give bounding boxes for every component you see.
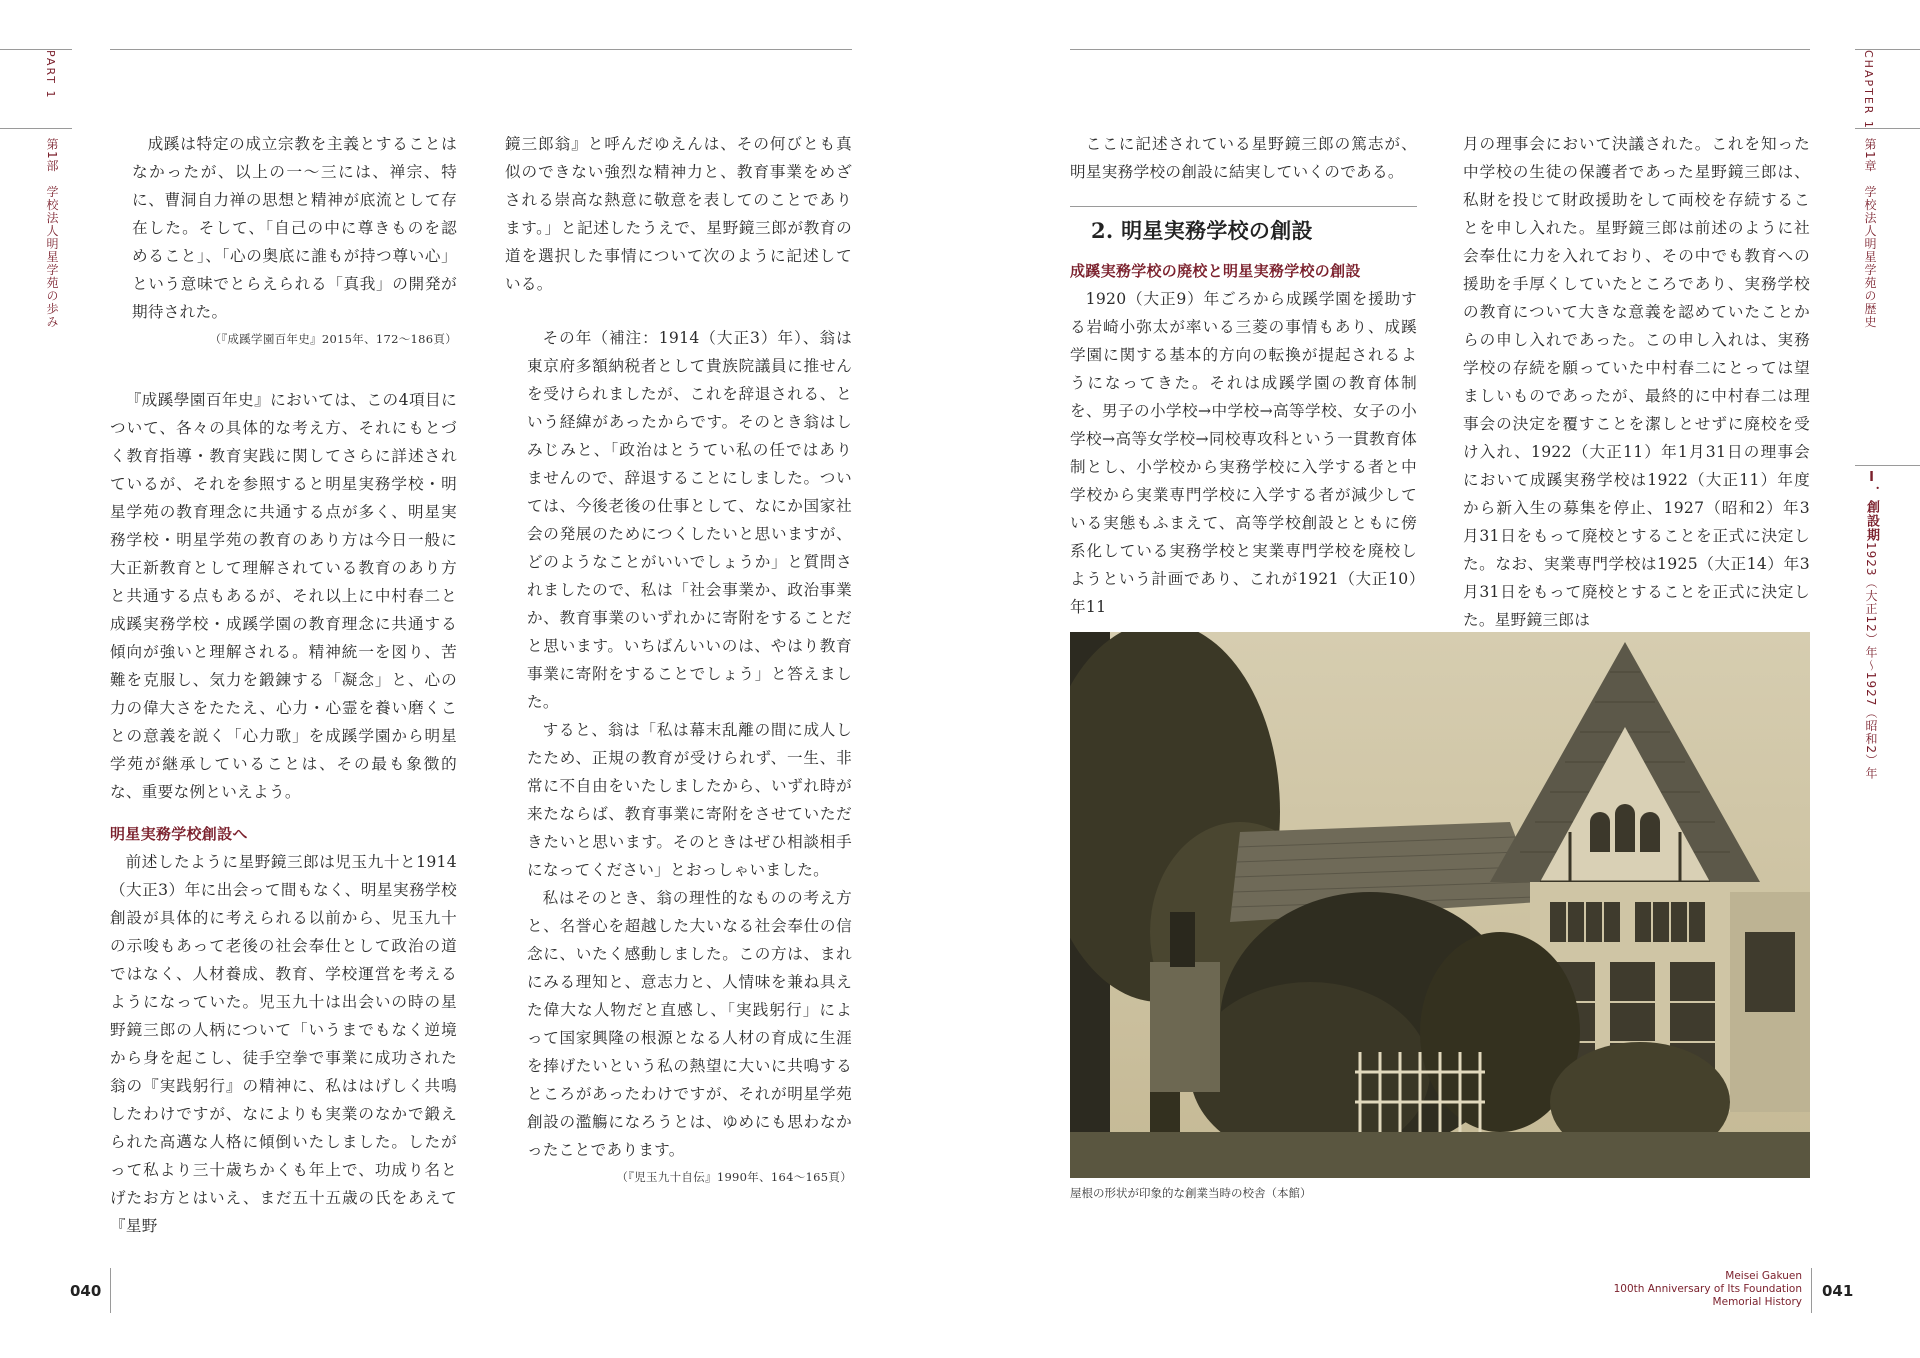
- right-column-2: [1463, 130, 1810, 634]
- quote-paragraph: すると、翁は「私は幕末乱離の間に成人したため、正規の教育が受けられず、一生、非常に不自由をいたしましたから、いずれ時が来たならば、教育事業に寄附をさせていただきたいと思います。そのときはぜひ相談相手になってください」とおっしゃいました。: [527, 721, 852, 879]
- left-column-2: [505, 130, 852, 1188]
- right-page-number: 041: [1822, 1282, 1854, 1300]
- body-paragraph: 1920（大正9）年ごろから成蹊学園を援助する岩崎小弥太が率いる三菱の事情もあり、成蹊学園に関する基本的方向の転換が提起されるようになってきた。それは成蹊学園の教育体制を、男子の小学校→中学校→高等学校、女子の小学校→高等女学校→同校専攻科という一貫教育体制とし、小学校から実務学校に入学する者と中学校から実業専門学校に入学する者が減少している実態もふまえて、高等学校創設とともに傍系化している実務学校と実業専門学校を廃校しようという計画であり、これが1921（大正10）年11: [1070, 290, 1417, 616]
- right-header-rule: [1070, 49, 1810, 50]
- part-label: PART 1: [44, 50, 57, 100]
- right-footer-divider: [1811, 1268, 1812, 1313]
- body-paragraph: 月の理事会において決議された。これを知った中学校の生徒の保護者であった星野鏡三郎は、私財を投じて財政援助をして両校を存続することを申し入れた。星野鏡三郎は前述のように社会奉仕に力を入れており、その中でも教育への援助を手厚くしていたところであり、実務学校の教育について大きな意義を認めていたことからの申し入れであった。この申し入れは、実務学校の存続を願っていた中村春二にとっては望ましいものであったが、最終的に中村春二は理事会の決定を覆すことを潔しとせずに廃校を受け入れ、1922（大正11）年1月31日の理事会において成蹊実務学校は1922（大正11）年度から新入生の募集を停止、1927（昭和2）年3月31日をもって廃校とすることを正式に決定した。なお、実業専門学校は1925（大正14）年3月31日をもって廃校とすることを正式に決定した。星野鏡三郎は: [1463, 135, 1810, 629]
- left-column-1: [110, 130, 457, 1240]
- right-margin-rule-low: [1855, 465, 1920, 466]
- subheading-founding: 明星実務学校創設へ: [110, 825, 248, 843]
- body-paragraph: 前述したように星野鏡三郎は児玉九十と1914（大正3）年に出会って間もなく、明星実務学校創設が具体的に考えられる以前から、児玉九十の示唆もあって老後の社会奉仕として政治の道ではなく、人材養成、教育、学校運営を考えるようになっていた。児玉九十は出会いの時の星野鏡三郎の人柄について「いうまでもなく逆境から身を起こし、徒手空拳で事業に成功された翁の『実践躬行』の精神に、私ははげしく共鳴したわけですが、なによりも実業のなかで鍛えられた高邁な人格に傾倒いたしました。したがって私より三十歳ちかくも年上で、功成り名とげたお方とはいえ、まだ五十五歳の氏をあえて『星野: [110, 853, 457, 1235]
- photo-caption: 屋根の形状が印象的な創業当時の校舎（本館）: [1070, 1186, 1312, 1200]
- footer-line: Meisei Gakuen: [1725, 1270, 1802, 1282]
- right-column-1: [1070, 130, 1417, 621]
- section-heading: 2. 明星実務学校の創設: [1070, 206, 1417, 247]
- left-margin-rule-mid: [0, 128, 72, 129]
- chapter-label: CHAPTER 1: [1862, 50, 1875, 130]
- period-name: Ⅰ．創設期: [1864, 470, 1879, 542]
- quote-citation: （『児玉九十自伝』1990年、164〜165頁）: [616, 1170, 852, 1184]
- left-footer-divider: [110, 1268, 111, 1313]
- quote-paragraph: 成蹊は特定の成立宗教を主義とすることはなかったが、以上の一〜三には、禅宗、特に、曹洞自力禅の思想と精神が底流として存在した。そして、「自己の中に尊きものを認めること」、「心の奥底に誰もが持つ尊い心」という意味でとらえられる「真我」の開発が期待された。: [132, 135, 457, 321]
- footer-line: 100th Anniversary of Its Foundation: [1613, 1283, 1802, 1295]
- quote-paragraph: 私はそのとき、翁の理性的なものの考え方と、名誉心を超越した大いなる社会奉仕の信念に、いたく感動しました。この方は、まれにみる理知と、意志力と、人情味を兼ね具えた偉大な人物だと直感し、「実践躬行」によって国家興隆の根源となる人材の育成に生涯を捧げたいという私の熱望に大いに共鳴するところがあったわけですが、それが明星学苑創設の濫觴になろうとは、ゆめにも思わなかったことであります。: [527, 889, 852, 1159]
- left-page-number: 040: [70, 1282, 102, 1300]
- school-building-photo: [1070, 632, 1810, 1178]
- section-label: 第1部 学校法人明星学苑の歩み: [45, 138, 59, 329]
- body-paragraph: 『成蹊學園百年史』においては、この4項目について、各々の具体的な考え方、それにもとづく教育指導・教育実践に関してさらに詳述されているが、それを参照すると明星実務学校・明星学苑の教育理念に共通する点が多く、明星実務学校・明星学苑の教育のあり方は今日一般に大正新教育として理解されている教育のあり方と共通する点もあるが、それ以上に中村春二と成蹊実務学校・成蹊学園の教育理念に共通する傾向が強いと理解される。精神統一を図り、苦難を克服し、気力を鍛錬する「凝念」と、心の力の偉大さをたたえ、心力・心霊を養い磨くことの意義を説く「心力歌」を成蹊学園から明星学苑が継承していることは、その最も象徴的な、重要な例といえよう。: [110, 391, 457, 801]
- period-range: 1923（大正12）年〜1927（昭和2）年: [1864, 542, 1878, 780]
- left-header-rule: [110, 49, 852, 50]
- footer-book-title: [1614, 1270, 1802, 1309]
- period-label: [1862, 470, 1881, 780]
- quote-citation: （『成蹊学園百年史』2015年、172〜186頁）: [209, 332, 457, 346]
- subheading-closure: 成蹊実務学校の廃校と明星実務学校の創設: [1070, 262, 1361, 280]
- quote-block-seikei: [110, 130, 457, 350]
- body-paragraph: 鏡三郎翁』と呼んだゆえんは、その何びとも真似のできない強烈な精神力と、教育事業をめざされる崇高な熱意に敬意を表してのことであります。」と記述したうえで、星野鏡三郎が教育の道を選択した事情について次のように記述している。: [505, 135, 852, 293]
- footer-line: Memorial History: [1712, 1296, 1802, 1308]
- quote-block-kodama: [505, 324, 852, 1188]
- chapter-title: 第1章 学校法人明星学苑の歴史: [1863, 138, 1877, 329]
- quote-paragraph: その年（補注：1914（大正3）年）、翁は東京府多額納税者として貴族院議員に推せんを受けられましたが、これを辞退される、という経緯があったからです。そのとき翁はしみじみと、「政治はとうてい私の任ではありませんので、辞退することにしました。ついては、今後老後の仕事として、なにか国家社会の発展のためにつくしたいと思いますが、どのようなことがいいでしょうか」と質問されましたので、私は「社会事業か、政治事業か、教育事業のいずれかに寄附をすることだと思います。いちばんいいのは、やはり教育事業に寄附をすることでしょう」と答えました。: [527, 329, 852, 711]
- left-margin-rule-top: [0, 49, 72, 50]
- body-paragraph: ここに記述されている星野鏡三郎の篤志が、明星実務学校の創設に結実していくのである。: [1070, 135, 1417, 181]
